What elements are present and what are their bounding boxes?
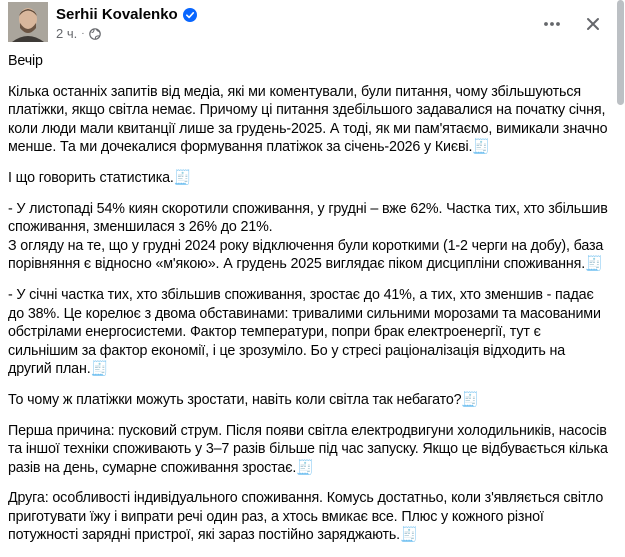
post-paragraph: Друга: особливості індивідуального споживання. Комусь достатньо, коли з'являється світло приготувати їжу і випрати речі один раз, а хтось вмикає все. Плюс у кожного різної потужності зарядні пристрої, які зараз постійно заряджають.🧾 [8, 490, 604, 544]
more-horizontal-icon [542, 14, 562, 34]
post-paragraph: Кілька останніх запитів від медіа, які ми коментували, були питання, чому збільшуються платіжки, якщо світла немає. Причому ці питання здебільшого задавалися на початку січня, коли люди мали квитанції лише за грудень-2025. А тоді, як ми пам'ятаємо, вимикали значно менше. Та ми дочекалися формування платіжок за січень-2026 у Києві.🧾 [8, 83, 608, 156]
post-paragraph: Перша причина: пусковий струм. Після появи світла електродвигуни холодильників, насосів та іншої техніки споживають у 3–7 разів більше під час запуску. Якщо це відбувається кілька разів на день, сумарне споживання зростає.🧾 [8, 422, 608, 476]
author-name[interactable]: Serhii Kovalenko [56, 6, 178, 23]
scrollbar-thumb[interactable] [617, 0, 624, 105]
author-info [56, 5, 197, 43]
meta-separator: · [81, 28, 85, 39]
author-avatar[interactable] [8, 2, 48, 42]
post-paragraph: - У листопаді 54% киян скоротили споживання, у грудні – вже 62%. Частка тих, хто збільшив споживання, зменшилася з 26% до 21%. З огляду на те, що у грудні 2024 року відключення були короткими (1-2 черги на добу), база порівняння є відносно «м'якою». А грудень 2025 виглядає піком дисципліни споживання.🧾 [8, 200, 608, 273]
post-paragraph: І що говорить статистика.🧾 [8, 169, 192, 186]
more-options-button[interactable] [534, 6, 570, 42]
close-icon [585, 16, 601, 32]
author-row [56, 5, 197, 24]
globe-icon[interactable] [89, 28, 101, 40]
post-body [8, 52, 610, 557]
post-paragraph: То чому ж платіжки можуть зростати, навіть коли світла так небагато?🧾 [8, 391, 480, 408]
post-paragraph: - У січні частка тих, хто збільшив споживання, зростає до 41%, а тих, хто зменшив - падає до 38%. Це корелює з двома обставинами: тривалими сильними морозами та масованими обстрілами енергосистеми. Фактор температури, попри брак електроенергії, тут є сильнішим за фактор економії, і це зрозуміло. Бо у стресі раціоналізація відходить на другий план.🧾 [8, 286, 601, 378]
post-meta [56, 25, 197, 42]
post-header [8, 2, 617, 44]
verified-badge-icon [183, 8, 197, 22]
post-paragraph: Вечір [8, 53, 43, 69]
post-timestamp[interactable]: 2 ч. [56, 26, 78, 41]
close-button[interactable] [575, 6, 611, 42]
avatar-portrait-icon [8, 2, 48, 42]
